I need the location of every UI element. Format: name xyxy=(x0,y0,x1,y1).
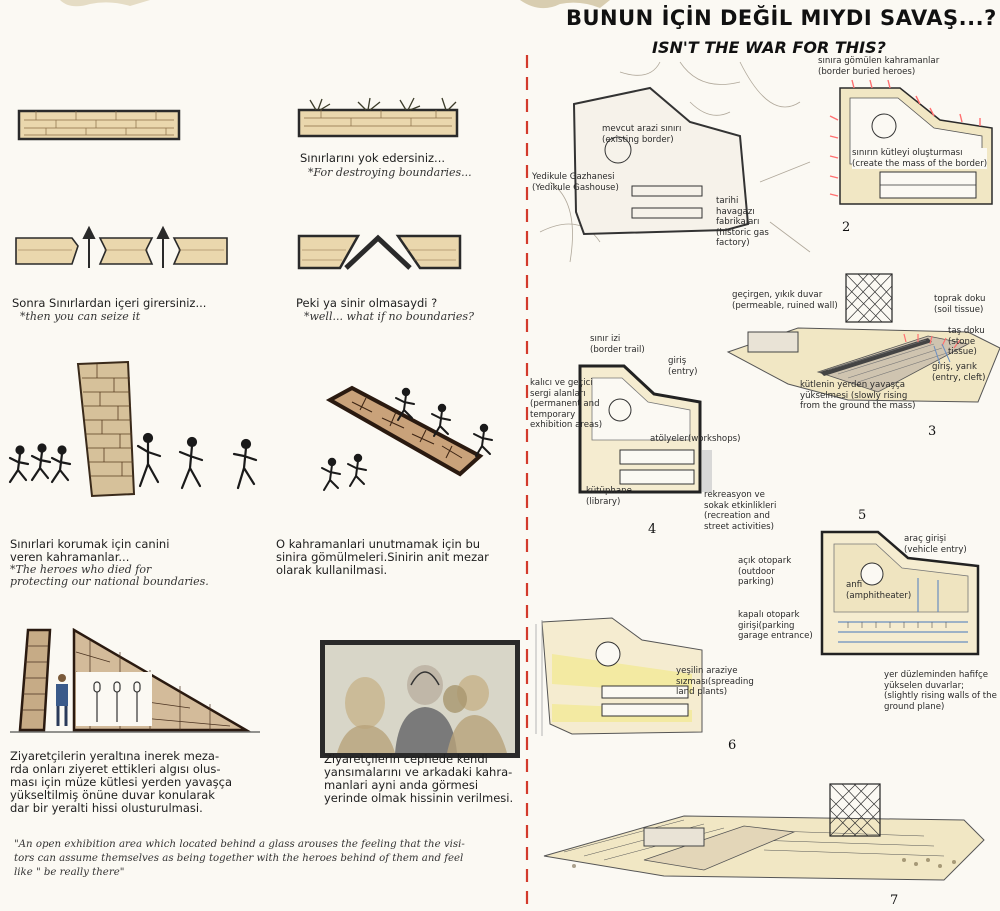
heroes-reflection-image xyxy=(320,640,520,758)
label-green-land: yeşilin araziye sızması(spreading land plants) xyxy=(676,666,754,697)
exhibition-quote: "An open exhibition area which located behind a glass arouses the feeling that the visi- tors can assume themselves as being together with the heroes behind of them and feel like " be really there" xyxy=(14,839,465,878)
fallen-wall-sketch xyxy=(312,382,512,492)
breached-wall-sketch xyxy=(12,228,232,273)
diagram-number-6: 6 xyxy=(728,738,737,753)
label-mass-border: sınırın kütleyi oluşturması (create the mass of the border) xyxy=(852,148,988,169)
caption-reflection-tr: Ziyaretçilerin cephede kendi yansımalarını ve arkadaki kahra- manlari ayni anda görmesi yerinde olmak hissinin verilmesi. xyxy=(324,752,514,805)
label-recreation: rekreasyon ve sokak etkinlikleri (recreation and street activities) xyxy=(704,490,777,532)
label-outdoor-parking: açık otopark (outdoor parking) xyxy=(738,556,792,587)
label-stone-tissue: taş doku (stone tissue) xyxy=(948,326,985,357)
label-soil-tissue: toprak doku (soil tissue) xyxy=(934,294,986,315)
label-gashouse: Yedikule Gazhanesi (Yedikule Gashouse) xyxy=(532,172,619,193)
intact-wall-sketch xyxy=(16,108,186,148)
label-border-trail: sınır izi (border trail) xyxy=(590,334,645,355)
heroes-tower-sketch xyxy=(2,358,282,508)
open-boundary-sketch xyxy=(296,230,466,274)
diagram-number-7: 7 xyxy=(890,893,899,908)
label-rising-mass: kütlenin yerden yavaşça yükselmesi (slowly rising from the ground the mass) xyxy=(800,380,916,411)
caption-underground-tr: Ziyaretçilerin yeraltına inerek meza- rda onları ziyeret ettikleri algısı olus- ması için müze kütlesi yerden yavaşça yükseltilmiş önüne duvar konularak dar bir yeralti hissi olusturulmasi. xyxy=(10,749,233,815)
caption-enter-en: *then you can seize it xyxy=(20,310,141,323)
label-amphitheater: anfi (amphitheater) xyxy=(846,580,912,601)
caption-destroy-en: *For destroying boundaries... xyxy=(308,166,472,179)
top-texture xyxy=(0,0,1000,20)
diagram-number-3: 3 xyxy=(928,424,937,439)
label-existing-border: mevcut arazi sınırı (existing border) xyxy=(602,124,682,145)
caption-no-boundary-en: *well... what if no boundaries? xyxy=(304,310,474,323)
label-gas-factory: tarihi havagazı fabrikaları (historic gas factory) xyxy=(716,196,769,248)
diagram-number-5: 5 xyxy=(858,508,867,523)
page-subtitle: ISN'T THE WAR FOR THIS? xyxy=(652,38,886,57)
label-ruined-wall: geçirgen, yıkık duvar (permeable, ruined wall) xyxy=(732,290,838,311)
label-entry-cleft: giriş, yarık (entry, cleft) xyxy=(932,362,986,383)
label-workshops: atölyeler(workshops) xyxy=(650,434,741,444)
caption-destroy-tr: Sınırlarını yok edersiniz... xyxy=(300,151,446,165)
sloped-mass-sketch xyxy=(10,622,270,740)
section-divider xyxy=(523,0,533,911)
label-garage-entrance: kapalı otopark girişi(parking garage entrance) xyxy=(738,610,813,641)
label-entry: giriş (entry) xyxy=(668,356,698,377)
label-library: kütüphane (library) xyxy=(586,486,632,507)
label-exhibition: kalıcı ve geçici sergi alanları (permanent and temporary exhibition areas) xyxy=(530,378,603,430)
diagram-number-4: 4 xyxy=(648,522,657,537)
overgrown-wall-sketch xyxy=(296,96,466,146)
caption-memorial-tr: O kahramanlari unutmamak için bu sinira gömülmeleri.Sinirin anit mezar olarak kullanilmasi. xyxy=(276,537,489,577)
label-buried-heroes: sınıra gömülen kahramanlar (border buried heroes) xyxy=(818,56,940,77)
caption-heroes-en: *The heroes who died for protecting our national boundaries. xyxy=(10,563,209,588)
caption-no-boundary-tr: Peki ya sinir olmasaydi ? xyxy=(296,296,438,310)
site-plan-sketch xyxy=(540,62,810,267)
page-title: BUNUN İÇİN DEĞİL MIYDI SAVAŞ...? xyxy=(566,6,997,30)
label-ground-walls: yer düzleminden hafifçe yükselen duvarlar; (slightly rising walls of the ground plane) xyxy=(884,670,997,712)
diagram-number-2: 2 xyxy=(842,220,851,235)
label-vehicle-entry: araç girişi (vehicle entry) xyxy=(904,534,967,555)
caption-enter-tr: Sonra Sınırlardan içeri girersiniz... xyxy=(12,296,207,310)
aerial-perspective-sketch xyxy=(544,780,984,890)
caption-heroes-tr: Sınırlari korumak için canini veren kahramanlar... xyxy=(10,537,170,564)
